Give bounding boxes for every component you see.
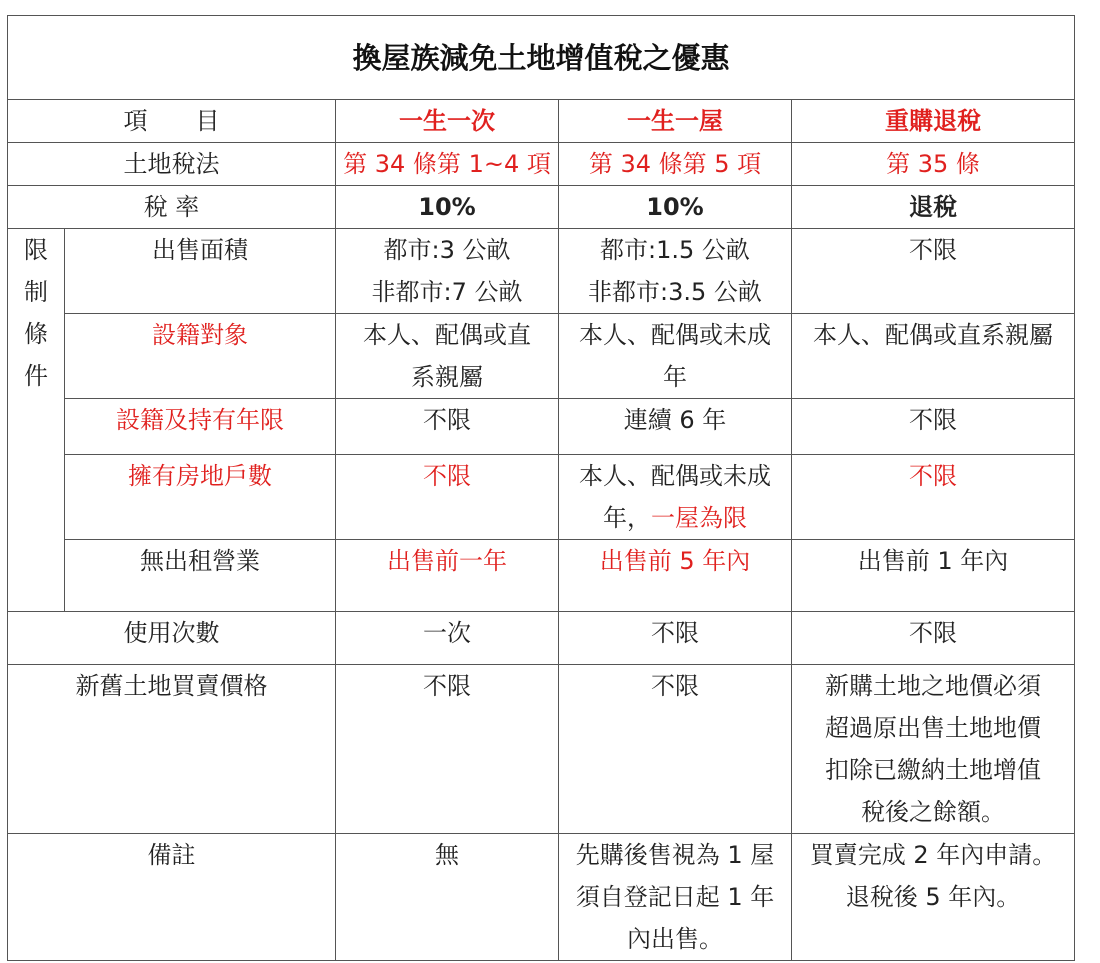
price-col3-line: 稅後之餘額。 xyxy=(861,798,1006,826)
rate-col3: 退稅 xyxy=(792,186,1075,229)
area-col1-line: 都市:3 公畝 xyxy=(383,236,511,264)
law-col1: 第 34 條第 1~4 項 xyxy=(336,143,559,186)
price-col3-line: 新購土地之地價必須 xyxy=(825,672,1042,700)
tax-comparison-table xyxy=(7,15,1075,961)
area-col2 xyxy=(559,229,792,314)
side-char: 件 xyxy=(24,362,48,390)
side-char: 限 xyxy=(24,236,48,264)
registration-col1 xyxy=(336,314,559,399)
registration-col3: 本人、配偶或直系親屬 xyxy=(792,314,1075,399)
no-rent-label: 無出租營業 xyxy=(65,540,336,612)
price-col3-line: 超過原出售土地地價 xyxy=(825,714,1042,742)
rate-col2: 10% xyxy=(559,186,792,229)
usage-col2: 不限 xyxy=(559,612,792,665)
side-char: 條 xyxy=(24,320,48,348)
law-col3: 第 35 條 xyxy=(792,143,1075,186)
households-col2-highlight: 一屋為限 xyxy=(651,504,747,532)
rate-col1: 10% xyxy=(336,186,559,229)
registration-col1-line: 系親屬 xyxy=(411,363,483,391)
price-col3-line: 扣除已繳納土地增值 xyxy=(825,756,1042,784)
usage-col1: 一次 xyxy=(336,612,559,665)
area-col2-line: 非都市:3.5 公畝 xyxy=(588,278,762,306)
holding-row xyxy=(8,399,1075,455)
area-row xyxy=(8,229,1075,314)
remarks-col2-line: 須自登記日起 1 年 xyxy=(575,883,775,911)
title-row xyxy=(8,16,1075,100)
price-col3 xyxy=(792,665,1075,834)
holding-col3: 不限 xyxy=(792,399,1075,455)
registration-col1-line: 本人、配偶或直 xyxy=(363,321,531,349)
remarks-col3-line: 退稅後 5 年內。 xyxy=(845,883,1021,911)
registration-row xyxy=(8,314,1075,399)
law-label: 土地稅法 xyxy=(8,143,336,186)
registration-col2-line: 年 xyxy=(663,363,687,391)
side-char: 制 xyxy=(24,278,48,306)
remarks-col2-line: 內出售。 xyxy=(627,925,723,953)
remarks-col1: 無 xyxy=(336,834,559,961)
households-col2 xyxy=(559,455,792,540)
holding-col1: 不限 xyxy=(336,399,559,455)
header-col2: 一生一屋 xyxy=(559,100,792,143)
price-label: 新舊土地買賣價格 xyxy=(8,665,336,834)
header-col3: 重購退稅 xyxy=(792,100,1075,143)
table-title: 換屋族減免土地增值稅之優惠 xyxy=(8,16,1075,100)
usage-label: 使用次數 xyxy=(8,612,336,665)
no-rent-col3: 出售前 1 年內 xyxy=(792,540,1075,612)
area-col1-line: 非都市:7 公畝 xyxy=(371,278,523,306)
rate-row xyxy=(8,186,1075,229)
registration-label: 設籍對象 xyxy=(65,314,336,399)
households-row xyxy=(8,455,1075,540)
holding-label: 設籍及持有年限 xyxy=(65,399,336,455)
header-label: 項 目 xyxy=(8,100,336,143)
header-col1: 一生一次 xyxy=(336,100,559,143)
households-label: 擁有房地戶數 xyxy=(65,455,336,540)
area-col2-line: 都市:1.5 公畝 xyxy=(600,236,750,264)
area-col1 xyxy=(336,229,559,314)
remarks-row xyxy=(8,834,1075,961)
remarks-col2 xyxy=(559,834,792,961)
households-col2-line: 本人、配偶或未成 xyxy=(579,462,771,490)
restrict-side-label xyxy=(8,229,65,612)
no-rent-row xyxy=(8,540,1075,612)
area-label: 出售面積 xyxy=(65,229,336,314)
price-col2: 不限 xyxy=(559,665,792,834)
registration-col2-line: 本人、配偶或未成 xyxy=(579,321,771,349)
remarks-col3-line: 買賣完成 2 年內申請。 xyxy=(809,841,1057,869)
no-rent-col1: 出售前一年 xyxy=(336,540,559,612)
households-col2-line xyxy=(559,497,791,539)
remarks-col3 xyxy=(792,834,1075,961)
remarks-label: 備註 xyxy=(8,834,336,961)
rate-label: 稅 率 xyxy=(8,186,336,229)
remarks-col2-line: 先購後售視為 1 屋 xyxy=(575,841,775,869)
header-row xyxy=(8,100,1075,143)
usage-col3: 不限 xyxy=(792,612,1075,665)
usage-row xyxy=(8,612,1075,665)
households-col2-plain: 年， xyxy=(603,504,651,532)
area-col3: 不限 xyxy=(792,229,1075,314)
registration-col2 xyxy=(559,314,792,399)
law-col2: 第 34 條第 5 項 xyxy=(559,143,792,186)
price-col1: 不限 xyxy=(336,665,559,834)
law-row xyxy=(8,143,1075,186)
price-row xyxy=(8,665,1075,834)
holding-col2: 連續 6 年 xyxy=(559,399,792,455)
no-rent-col2: 出售前 5 年內 xyxy=(559,540,792,612)
households-col1: 不限 xyxy=(336,455,559,540)
households-col3: 不限 xyxy=(792,455,1075,540)
